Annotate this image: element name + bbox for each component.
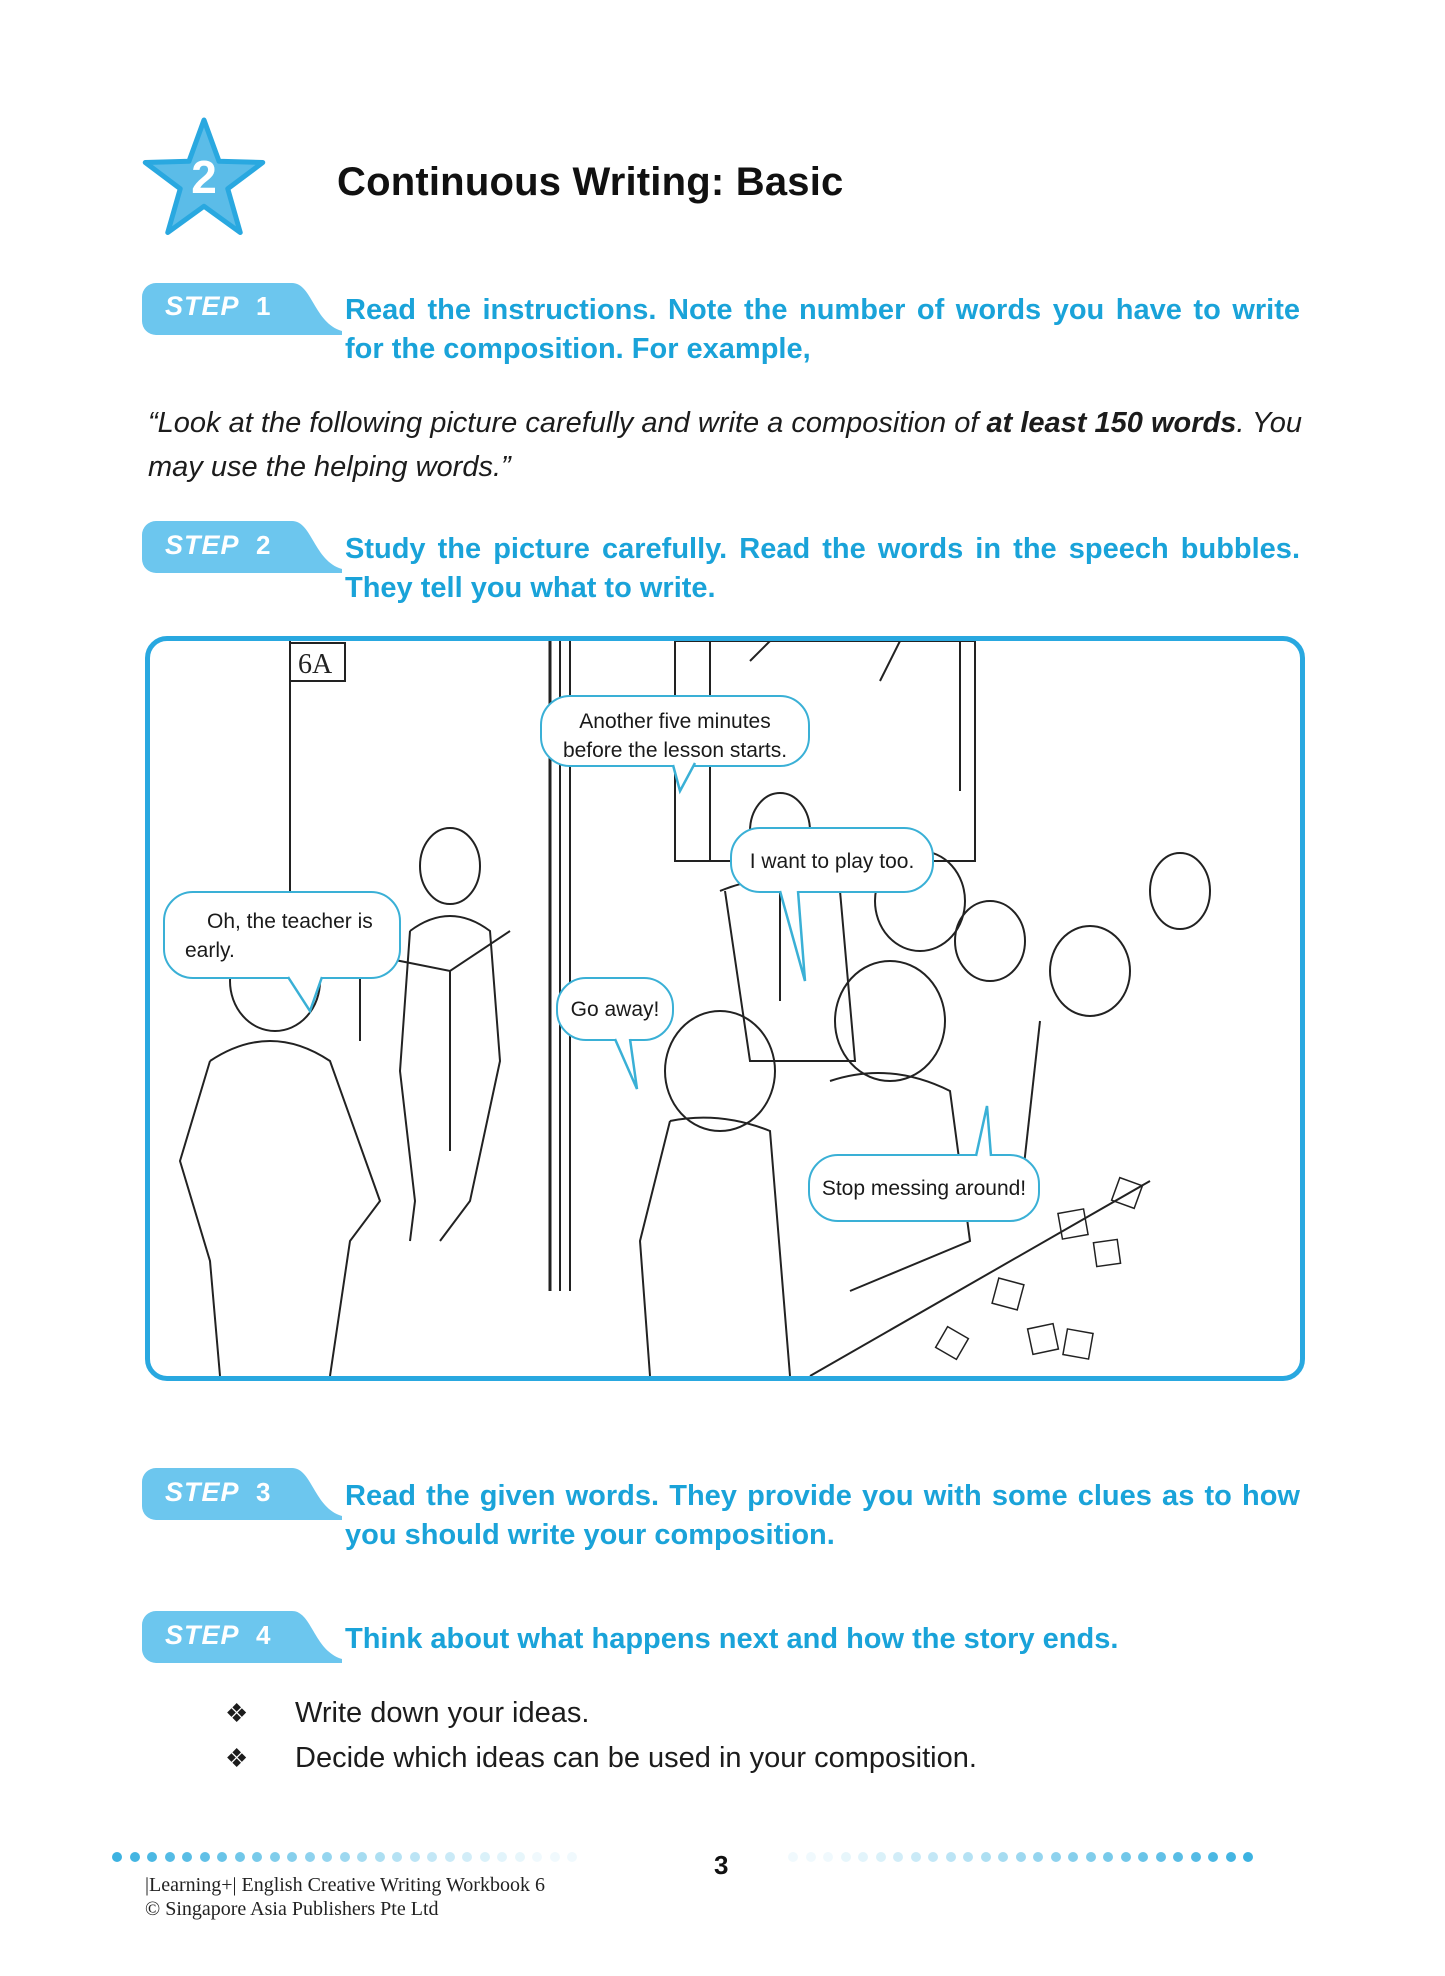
chapter-number: 2 [191,151,217,203]
decorative-dot [322,1852,332,1862]
decorative-dot [1121,1852,1131,1862]
decorative-dot [462,1852,472,1862]
decorative-dot [946,1852,956,1862]
decorative-dot [235,1852,245,1862]
decorative-dot [112,1852,122,1862]
footer-dots-right [788,1852,1261,1866]
decorative-dot [1051,1852,1061,1862]
decorative-dot [893,1852,903,1862]
decorative-dot [445,1852,455,1862]
decorative-dot [981,1852,991,1862]
decorative-dot [287,1852,297,1862]
decorative-dot [497,1852,507,1862]
decorative-dot [876,1852,886,1862]
decorative-dot [165,1852,175,1862]
decorative-dot [911,1852,921,1862]
speech-bubble-boy-centre: I want to play too. [730,827,934,893]
decorative-dot [427,1852,437,1862]
decorative-dot [1103,1852,1113,1862]
decorative-dot [357,1852,367,1862]
decorative-dot [130,1852,140,1862]
decorative-dot [806,1852,816,1862]
decorative-dot [1156,1852,1166,1862]
decorative-dot [217,1852,227,1862]
decorative-dot [410,1852,420,1862]
decorative-dot [1243,1852,1253,1862]
page-number: 3 [714,1850,729,1880]
decorative-dot [550,1852,560,1862]
decorative-dot [841,1852,851,1862]
decorative-dot [1068,1852,1078,1862]
speech-bubble-teacher: Another five minutes before the lesson starts. [540,695,810,767]
decorative-dot [147,1852,157,1862]
decorative-dot [200,1852,210,1862]
decorative-dot [928,1852,938,1862]
decorative-dot [963,1852,973,1862]
bullet-item: ❖ Write down your ideas. [225,1697,590,1729]
step-1-badge: STEP 1 [165,291,271,321]
decorative-dot [788,1852,798,1862]
step-3-badge: STEP 3 [165,1477,271,1507]
speech-bubble-go-away: Go away! [556,977,674,1041]
step-1-text: Read the instructions. Note the number of words you have to write for the composition. For example, [345,294,1300,365]
step-2-text: Study the picture carefully. Read the words in the speech bubbles. They tell you what to write. [345,533,1300,604]
decorative-dot [1016,1852,1026,1862]
decorative-dot [252,1852,262,1862]
step-4-text: Think about what happens next and how the story ends. [345,1623,1119,1655]
decorative-dot [515,1852,525,1862]
decorative-dot [1208,1852,1218,1862]
page-title: Continuous Writing: Basic [337,160,844,204]
decorative-dot [1173,1852,1183,1862]
decorative-dot [480,1852,490,1862]
decorative-dot [858,1852,868,1862]
decorative-dot [1191,1852,1201,1862]
decorative-dot [532,1852,542,1862]
decorative-dot [1033,1852,1043,1862]
step-4-badge: STEP 4 [165,1620,271,1650]
decorative-dot [305,1852,315,1862]
speech-bubble-stop-messing: Stop messing around! [808,1154,1040,1222]
bullet-item: ❖ Decide which ideas can be used in your composition. [225,1742,977,1774]
example-instruction-quote: “Look at the following picture carefully and write a composition of at least 150 words. You may use the helping words.” [148,407,1303,483]
speech-bubble-boy-door: Oh, the teacher is early. [163,891,401,979]
decorative-dot [392,1852,402,1862]
decorative-dot [823,1852,833,1862]
classroom-sign: 6A [298,649,333,680]
footer-dots-left [112,1852,585,1866]
diamond-bullet-icon: ❖ [225,1743,249,1773]
decorative-dot [1138,1852,1148,1862]
decorative-dot [182,1852,192,1862]
copyright: © Singapore Asia Publishers Pte Ltd [145,1898,439,1920]
decorative-dot [375,1852,385,1862]
decorative-dot [567,1852,577,1862]
decorative-dot [340,1852,350,1862]
step-3-text: Read the given words. They provide you with some clues as to how you should write your composition. [345,1480,1300,1551]
decorative-dot [998,1852,1008,1862]
decorative-dot [1086,1852,1096,1862]
decorative-dot [1226,1852,1236,1862]
book-title: |Learning+| English Creative Writing Workbook 6 [145,1874,545,1896]
decorative-dot [270,1852,280,1862]
step-2-badge: STEP 2 [165,530,271,560]
diamond-bullet-icon: ❖ [225,1698,249,1728]
illustration-frame [145,636,1305,1381]
